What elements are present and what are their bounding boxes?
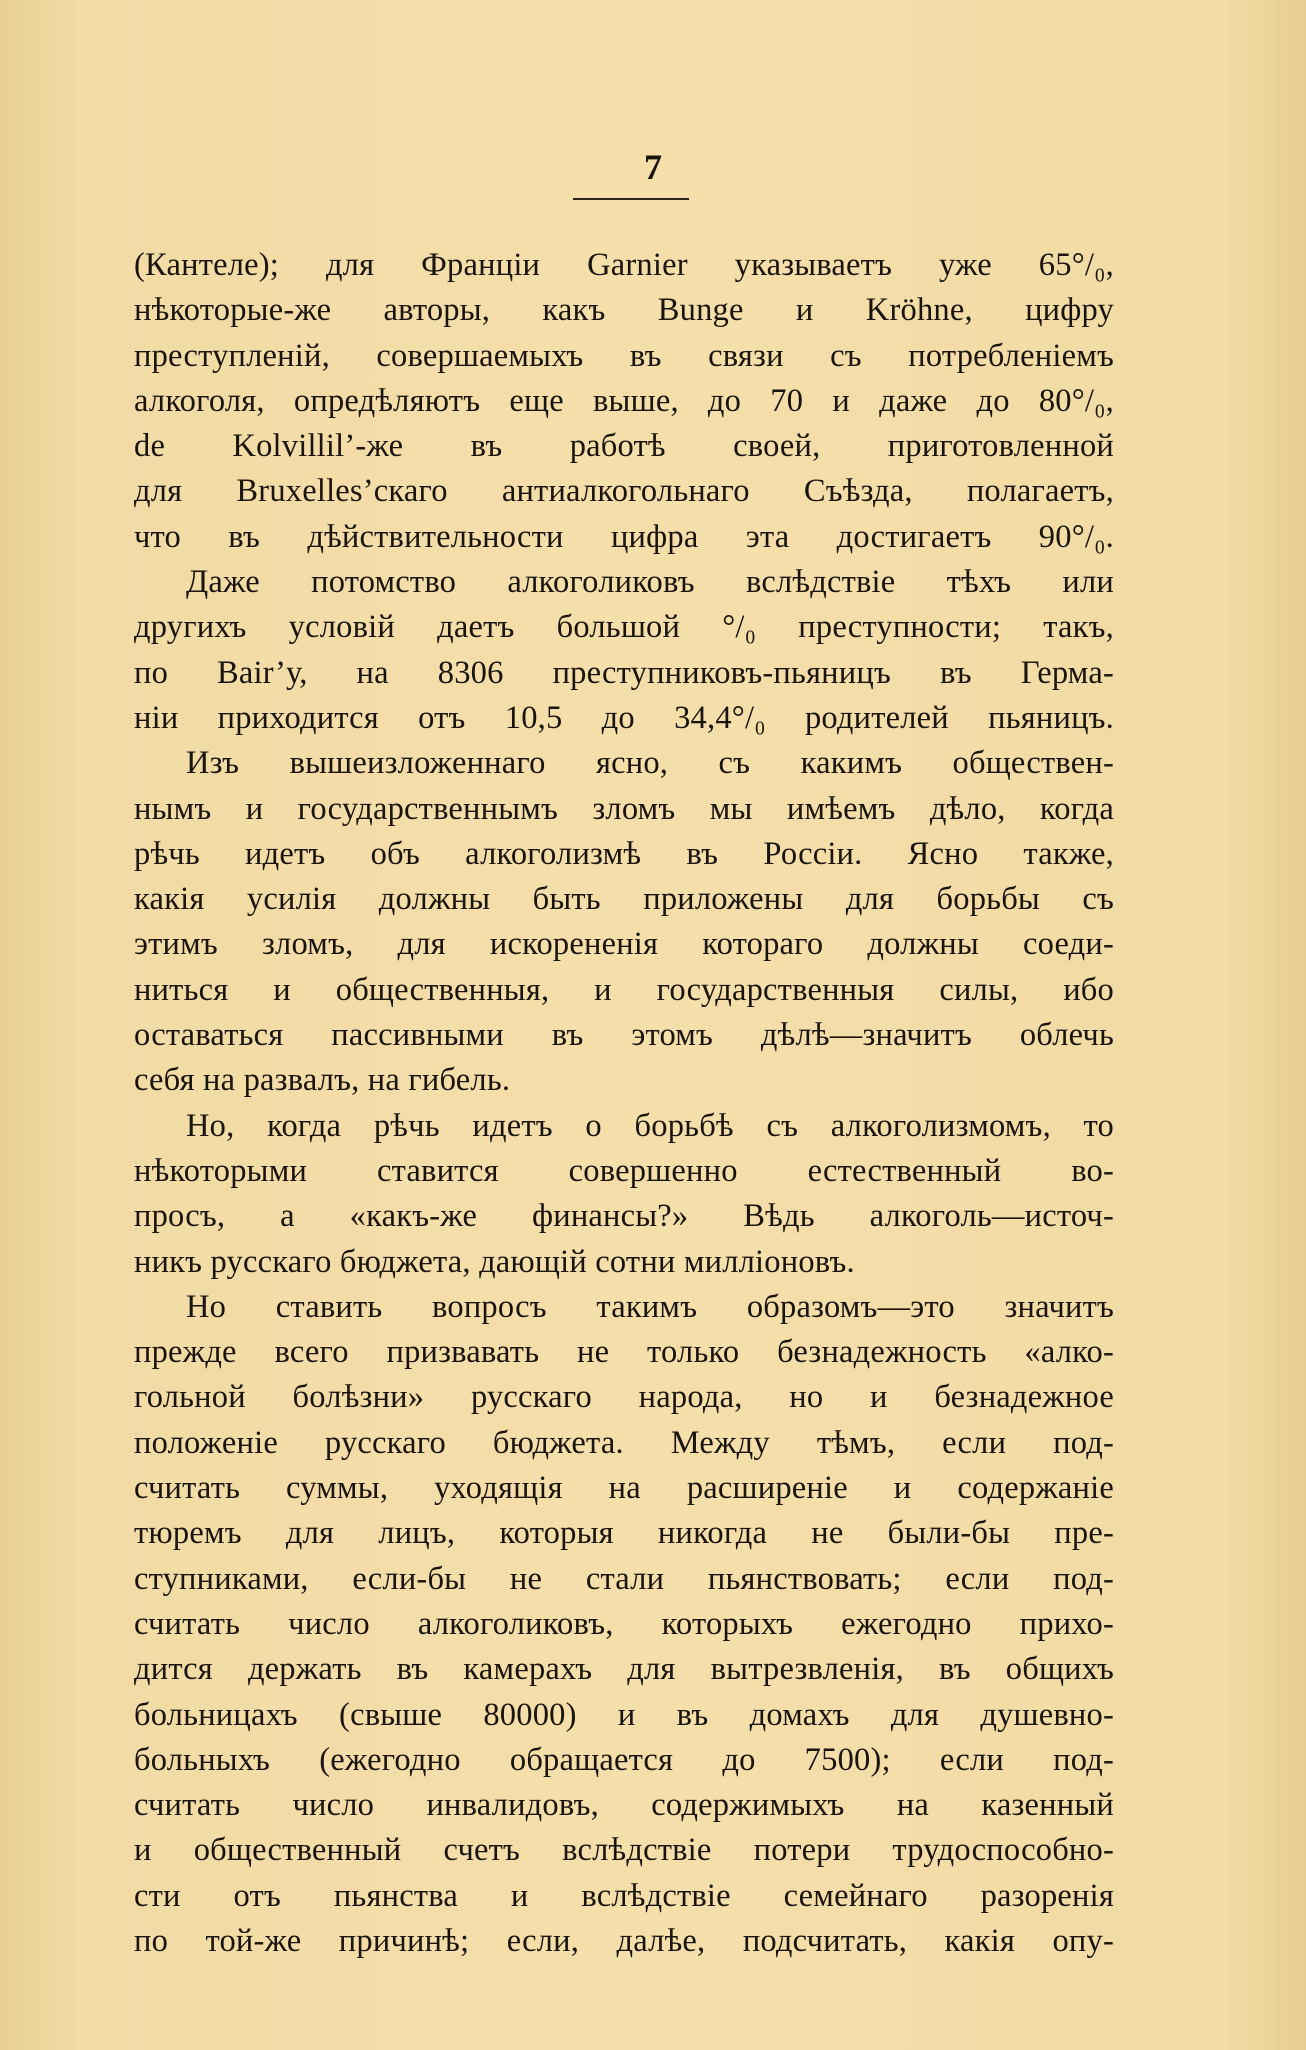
text-line: (Кантеле); для Франціи Garnier указываетъ уже 65°/₀, bbox=[134, 247, 1114, 283]
text-line: нѣкоторые-же авторы, какъ Bunge и Kröhne, цифру bbox=[134, 292, 1114, 329]
text-line: Изъ вышеизложеннаго ясно, съ какимъ обществен- bbox=[186, 745, 1114, 782]
text-line: считать число алкоголиковъ, которыхъ ежегодно прихо- bbox=[134, 1605, 1114, 1642]
body-text bbox=[134, 243, 1114, 1964]
text-line: преступленій, совершаемыхъ въ связи съ потребленіемъ bbox=[134, 337, 1114, 374]
text-line: и общественный счетъ вслѣдствіе потери трудоспособно- bbox=[134, 1832, 1114, 1869]
text-line: что въ дѣйствительности цифра эта достигаетъ 90°/₀. bbox=[134, 518, 1114, 555]
text-line: себя на развалъ, на гибель. bbox=[134, 1062, 511, 1099]
text-line: какія усилія должны быть приложены для борьбы съ bbox=[134, 881, 1114, 918]
text-line: ніи приходится отъ 10,5 до 34,4°/₀ родителей пьяницъ. bbox=[134, 699, 1114, 736]
text-line: никъ русскаго бюджета, дающій сотни милліоновъ. bbox=[134, 1243, 855, 1280]
page-number: 7 bbox=[644, 147, 662, 187]
text-line: считать число инвалидовъ, содержимыхъ на казенный bbox=[134, 1787, 1114, 1824]
text-line: гольной болѣзни» русскаго народа, но и безнадежное bbox=[134, 1379, 1114, 1416]
text-line: алкоголя, опредѣляютъ еще выше, до 70 и даже до 80°/₀, bbox=[134, 382, 1114, 419]
text-line: нымъ и государственнымъ зломъ мы имѣемъ дѣло, когда bbox=[134, 790, 1114, 827]
text-line: по той-же причинѣ; если, далѣе, подсчитать, какія опу- bbox=[134, 1922, 1114, 1959]
text-line: ступниками, если-бы не стали пьянствовать; если под- bbox=[134, 1560, 1114, 1597]
text-line: прежде всего призвавать не только безнадежность «алко- bbox=[134, 1334, 1114, 1371]
text-line: оставаться пассивными въ этомъ дѣлѣ—значитъ облечь bbox=[134, 1017, 1114, 1054]
text-line: по Bair’у, на 8306 преступниковъ-пьяницъ въ Герма- bbox=[134, 654, 1114, 691]
text-line: Но, когда рѣчь идетъ о борьбѣ съ алкоголизмомъ, то bbox=[186, 1107, 1114, 1144]
text-line: Но ставить вопросъ такимъ образомъ—это значитъ bbox=[186, 1288, 1114, 1325]
text-line: сти отъ пьянства и вслѣдствіе семейнаго разоренія bbox=[134, 1877, 1114, 1914]
text-line: тюремъ для лицъ, которыя никогда не были-бы пре- bbox=[134, 1515, 1114, 1552]
text-line: больныхъ (ежегодно обращается до 7500); если под- bbox=[134, 1741, 1114, 1778]
header-rule bbox=[573, 198, 689, 200]
text-line: другихъ условій даетъ большой °/₀ преступности; такъ, bbox=[134, 609, 1114, 646]
text-line: для Bruxelles’скаго антиалкогольнаго Съѣзда, полагаетъ, bbox=[134, 473, 1114, 510]
text-line: нѣкоторыми ставится совершенно естественный во- bbox=[134, 1152, 1114, 1189]
text-line: дится держать въ камерахъ для вытрезвленія, въ общихъ bbox=[134, 1651, 1114, 1688]
text-line: de Kolvillil’-же въ работѣ своей, приготовленной bbox=[134, 428, 1114, 465]
text-line: ниться и общественныя, и государственныя силы, ибо bbox=[134, 971, 1114, 1008]
text-line: просъ, а «какъ-же финансы?» Вѣдь алкоголь—источ- bbox=[134, 1198, 1114, 1235]
text-line: положеніе русскаго бюджета. Между тѣмъ, если под- bbox=[134, 1424, 1114, 1461]
text-line: считать суммы, уходящія на расширеніе и содержаніе bbox=[134, 1470, 1114, 1507]
text-line: этимъ зломъ, для искорененія котораго должны соеди- bbox=[134, 926, 1114, 963]
text-line: рѣчь идетъ объ алкоголизмѣ въ Россіи. Ясно также, bbox=[134, 835, 1114, 872]
text-line: больницахъ (свыше 80000) и въ домахъ для душевно- bbox=[134, 1696, 1114, 1733]
text-line: Даже потомство алкоголиковъ вслѣдствіе тѣхъ или bbox=[186, 564, 1114, 601]
